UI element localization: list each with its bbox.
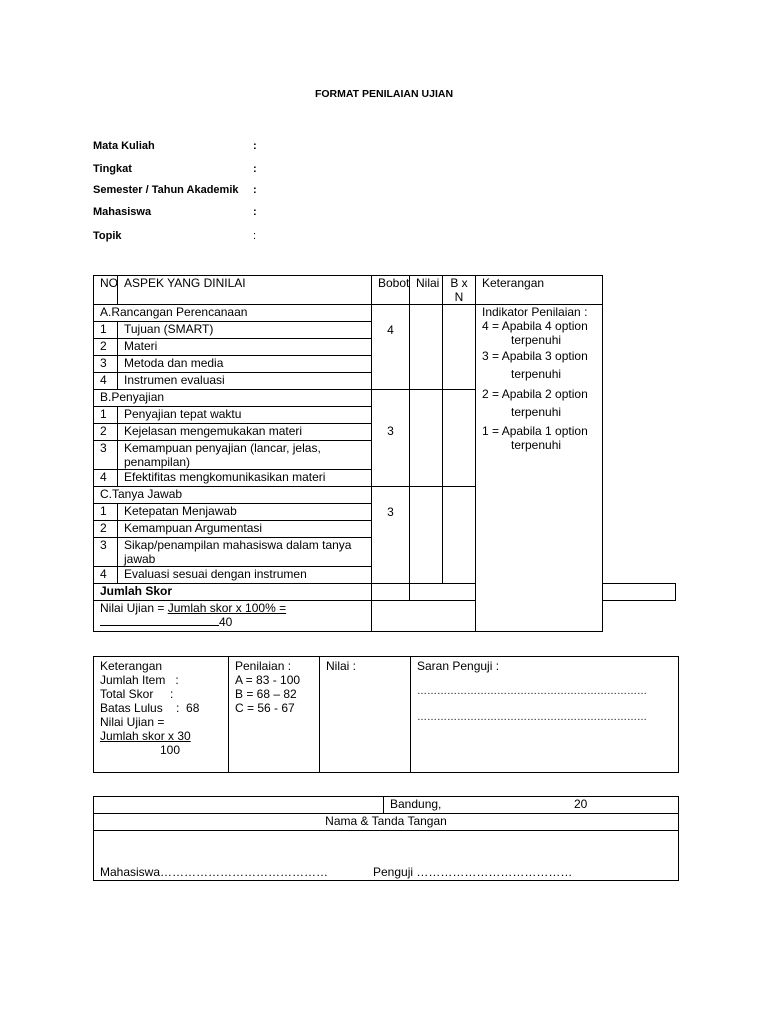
penguji-signature-line: Penguji ………………………………… — [373, 865, 573, 879]
item-no: 3 — [94, 441, 118, 470]
item-no: 1 — [94, 504, 118, 521]
total-keterangan-cell — [603, 584, 676, 601]
indicator-title: Indikator Penilaian : — [482, 305, 588, 319]
signature-table — [93, 796, 679, 881]
item-no: 1 — [94, 407, 118, 424]
saran-line: …………………………………………………………… — [417, 686, 647, 697]
field-colon: : — [253, 163, 257, 175]
nilai-ujian-row — [94, 601, 676, 632]
item-text: Kemampuan Argumentasi — [118, 521, 372, 538]
keterangan-table — [93, 656, 679, 773]
penilaian-title: Penilaian : — [235, 659, 292, 673]
saran-cell[interactable] — [411, 657, 679, 773]
section-title-c: C.Tanya Jawab — [94, 487, 372, 504]
penilaian-cell — [229, 657, 320, 773]
item-no: 4 — [94, 567, 118, 584]
item-text: Efektifitas mengkomunikasikan materi — [118, 470, 372, 487]
field-label-topik: Topik — [93, 230, 122, 242]
item-no: 4 — [94, 470, 118, 487]
item-text: Instrumen evaluasi — [118, 373, 372, 390]
item-no: 1 — [94, 322, 118, 339]
indicator-sub: terpenuhi — [511, 333, 562, 347]
signature-date-row — [94, 797, 679, 814]
item-text: Kemampuan penyajian (lancar, jelas, penampilan) — [118, 441, 372, 470]
indicator-cell — [476, 305, 603, 632]
item-text: Evaluasi sesuai dengan instrumen — [118, 567, 372, 584]
signature-title-row — [94, 814, 679, 831]
nilai-ujian-prefix: Nilai Ujian = — [100, 601, 168, 615]
field-label-mahasiswa: Mahasiswa — [93, 206, 152, 218]
field-colon: : — [253, 230, 257, 242]
total-label: Jumlah Skor — [94, 584, 372, 601]
item-text: Penyajian tepat waktu — [118, 407, 372, 424]
field-label-mata-kuliah: Mata Kuliah — [93, 140, 155, 152]
saran-line: …………………………………………………………… — [417, 712, 647, 723]
column-header-bxn: B x N — [443, 276, 476, 305]
indicator-sub: terpenuhi — [511, 367, 562, 381]
table-header-row — [94, 276, 676, 305]
field-label-tingkat: Tingkat — [93, 163, 132, 175]
keterangan-row — [94, 657, 679, 773]
signature-date-cell — [384, 797, 679, 814]
item-no: 3 — [94, 538, 118, 567]
assessment-table — [93, 275, 676, 632]
column-header-aspek: ASPEK YANG DINILAI — [118, 276, 372, 305]
nilai-cell-b[interactable] — [410, 390, 443, 487]
penilaian-line: A = 83 - 100 — [235, 673, 301, 687]
bobot-cell-b: 3 — [372, 390, 410, 487]
bxn-cell-a[interactable] — [443, 305, 476, 390]
total-bobot-cell — [372, 584, 410, 601]
keterangan-denominator: 100 — [160, 743, 181, 757]
indicator-line: 3 = Apabila 3 option — [482, 349, 588, 363]
keterangan-line: Total Skor : — [100, 687, 174, 701]
field-colon: : — [253, 206, 257, 218]
section-row — [94, 305, 676, 322]
column-header-nilai: Nilai — [410, 276, 443, 305]
nilai-label: Nilai : — [326, 659, 357, 673]
penilaian-line: C = 56 - 67 — [235, 701, 295, 715]
keterangan-line: Jumlah Item : — [100, 673, 179, 687]
nilai-box-cell[interactable] — [320, 657, 411, 773]
bxn-cell-b[interactable] — [443, 390, 476, 487]
keterangan-line: Nilai Ujian = — [100, 715, 165, 729]
field-colon: : — [253, 184, 257, 196]
signature-year: 20 — [574, 797, 588, 811]
indicator-line: 1 = Apabila 1 option — [482, 424, 588, 438]
saran-label: Saran Penguji : — [417, 659, 500, 673]
bxn-cell-c[interactable] — [443, 487, 476, 584]
bandung-label: Bandung, — [390, 797, 442, 811]
nilai-ujian-rule — [100, 625, 219, 626]
keterangan-cell — [94, 657, 229, 773]
column-header-no: NO — [94, 276, 118, 305]
item-text: Tujuan (SMART) — [118, 322, 372, 339]
section-title-b: B.Penyajian — [94, 390, 372, 407]
nilai-ujian-value-cell[interactable] — [372, 601, 603, 632]
column-header-bobot: Bobot — [372, 276, 410, 305]
nama-tanda-tangan: Nama & Tanda Tangan — [94, 814, 679, 831]
item-text: Metoda dan media — [118, 356, 372, 373]
field-colon: : — [253, 140, 257, 152]
item-no: 4 — [94, 373, 118, 390]
signature-lines-row — [94, 831, 679, 881]
signature-empty-cell — [94, 797, 384, 814]
penilaian-line: B = 68 – 82 — [235, 687, 297, 701]
indicator-line: 4 = Apabila 4 option — [482, 319, 588, 333]
item-text: Ketepatan Menjawab — [118, 504, 372, 521]
mahasiswa-signature-line: Mahasiswa…………………………………… — [100, 865, 329, 879]
item-no: 2 — [94, 521, 118, 538]
column-header-keterangan: Keterangan — [476, 276, 603, 305]
bobot-cell-c: 3 — [372, 487, 410, 584]
nilai-ujian-formula: Jumlah skor x 100% = — [167, 601, 287, 615]
item-no: 2 — [94, 339, 118, 356]
nilai-cell-c[interactable] — [410, 487, 443, 584]
indicator-sub: terpenuhi — [511, 438, 562, 452]
nilai-ujian-denominator: 40 — [219, 615, 233, 629]
field-label-semester: Semester / Tahun Akademik — [93, 184, 239, 196]
item-text: Materi — [118, 339, 372, 356]
nilai-cell-a[interactable] — [410, 305, 443, 390]
item-text: Sikap/penampilan mahasiswa dalam tanya jawab — [118, 538, 372, 567]
bobot-cell-a: 4 — [372, 305, 410, 390]
item-no: 2 — [94, 424, 118, 441]
keterangan-formula: Jumlah skor x 30 — [100, 729, 191, 743]
indicator-sub: terpenuhi — [511, 405, 562, 419]
nilai-ujian-cell — [94, 601, 372, 632]
item-no: 3 — [94, 356, 118, 373]
total-score-cell[interactable] — [410, 584, 476, 601]
page-title: FORMAT PENILAIAN UJIAN — [314, 88, 454, 100]
item-text: Kejelasan mengemukakan materi — [118, 424, 372, 441]
signature-lines-cell[interactable] — [94, 831, 679, 881]
indicator-line: 2 = Apabila 2 option — [482, 387, 588, 401]
section-title-a: A.Rancangan Perencanaan — [94, 305, 372, 322]
keterangan-title: Keterangan — [100, 659, 163, 673]
keterangan-line: Batas Lulus : 68 — [100, 701, 200, 715]
